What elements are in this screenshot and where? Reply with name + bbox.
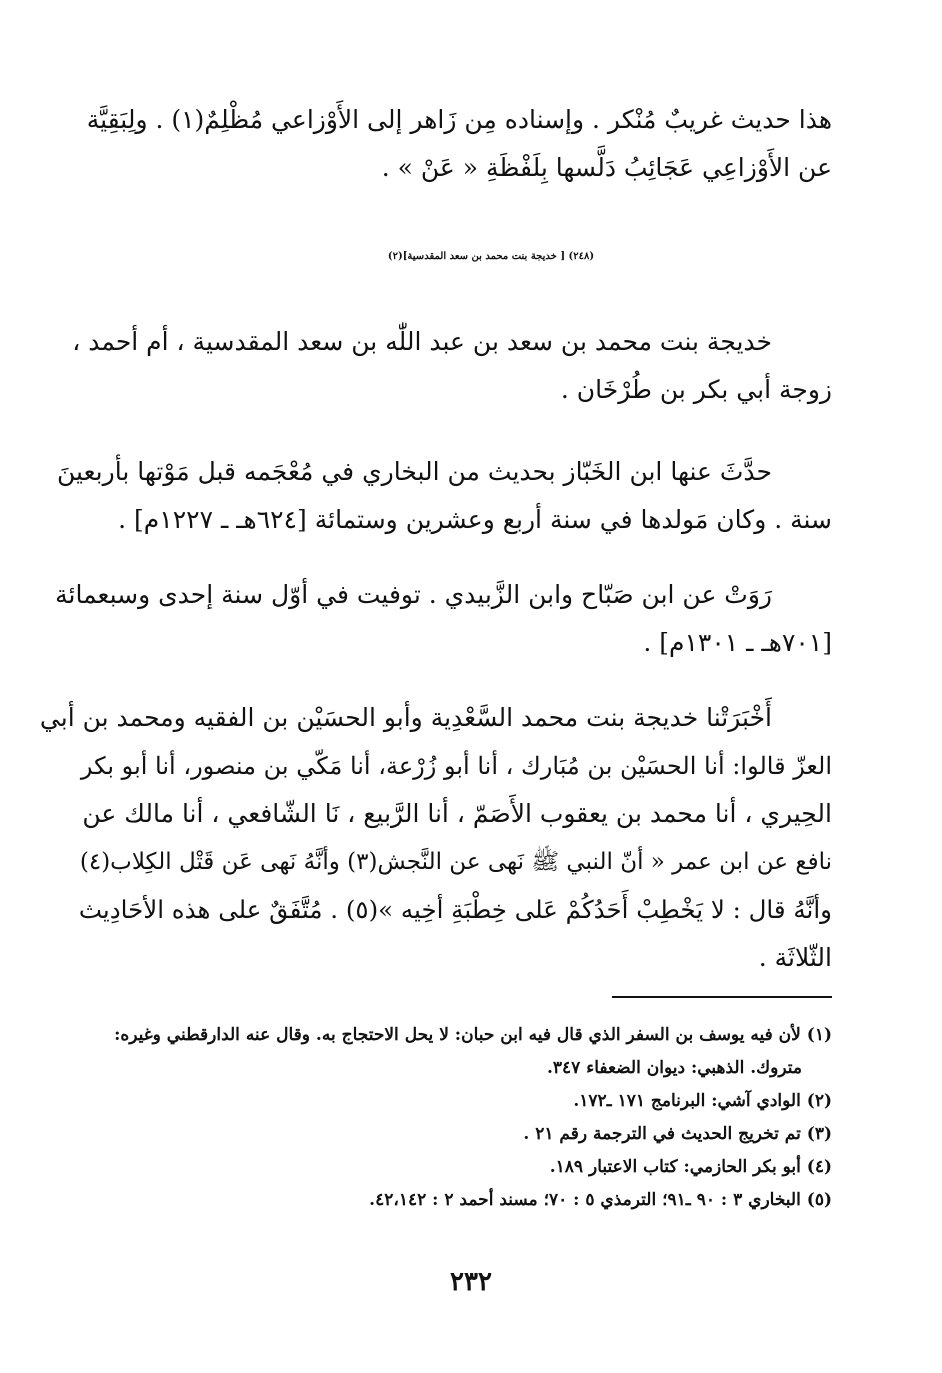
body-line: زوجة أبي بكر بن طُرْخَان .: [560, 375, 832, 404]
footnote: (١) لأن فيه يوسف بن السفر الذي قال فيه ابن حبان: لا يحل الاحتجاج به. وقال عنه الدارقطني وغيره:: [114, 1025, 832, 1045]
body-line: [٧٠١هـ ـ ١٣٠١م] .: [643, 628, 832, 657]
footnote: (٤) أبو بكر الحازمي: كتاب الاعتبار ١٨٩.: [549, 1157, 832, 1177]
body-line: حدَّثَ عنها ابن الخَبّاز بحديث من البخاري في مُعْجَمه قبل مَوْتها بأربعينَ: [57, 457, 772, 486]
footnote: متروك. الذهبي: ديوان الضعفاء ٣٤٧.: [546, 1058, 802, 1078]
body-line: الثّلاثَة .: [758, 943, 832, 972]
body-line: وأنَّهُ قال : لا يَخْطِبْ أَحَدُكُمْ عَلى خِطْبَةِ أخِيه »(٥) . مُتَّفَقٌ على هذه الأحَادِيث: [78, 895, 832, 924]
footnote: (٥) البخاري ٣ : ٩٠ ـ٩١؛ الترمذي ٥ : ٧٠؛ مسند أحمد ٢ : ٤٢،١٤٢.: [369, 1190, 832, 1210]
page-number: ٢٣٢: [450, 1267, 492, 1297]
body-line: رَوَتْ عن ابن صَبّاح وابن الزَّبيدي . توفيت في أوّل سنة إحدى وسبعمائة: [55, 580, 772, 609]
footnote: (٣) تم تخريج الحديث في الترجمة رقم ٢١ .: [523, 1124, 832, 1144]
body-line: خديجة بنت محمد بن سعد بن عبد اللّٰه بن سعد المقدسية ، أم أحمد ،: [72, 327, 772, 356]
body-line: الحِيري ، أنا محمد بن يعقوب الأَصَمّ ، أنا الرَّبيع ، نَا الشّافعي ، أنا مالك عن: [82, 799, 832, 828]
body-line: عن الأَوْزاعِي عَجَائِبُ دَلَّسها بِلَفْظَةِ « عَنْ » .: [381, 153, 832, 182]
footnote-divider: [612, 996, 832, 998]
body-line: نافع عن ابن عمر « أنّ النبي ﷺ نَهى عن النَّجش(٣) وأنَّهُ نَهى عَن قَتْل الكِلاب(٤): [79, 849, 832, 875]
footnote: (٢) الوادي آشي: البرنامج ١٧١ ـ١٧٢.: [573, 1091, 832, 1111]
body-line: العزّ قالوا: أنا الحسَيْن بن مُبَارك ، أنا أبو زُرْعة، أنا مَكّي بن منصور، أنا أبو بكر: [80, 752, 832, 780]
entry-heading: (٢٤٨) [ خديجة بنت محمد بن سعد المقدسية](٢): [387, 251, 595, 262]
body-line: سنة . وكان مَولدها في سنة أربع وعشرين وستمائة [٦٢٤هـ ـ ١٢٢٧م] .: [118, 505, 832, 534]
body-line: هذا حديث غريبٌ مُنْكر . وإسناده مِن زَاهر إلى الأَوْزاعي مُظْلِمٌ(١) . ولِبَقِيَّة: [86, 105, 832, 134]
body-line: أَخْبَرَتْنا خديجة بنت محمد السَّعْدِية وأبو الحسَيْن بن الفقيه ومحمد بن أبي: [39, 703, 772, 732]
